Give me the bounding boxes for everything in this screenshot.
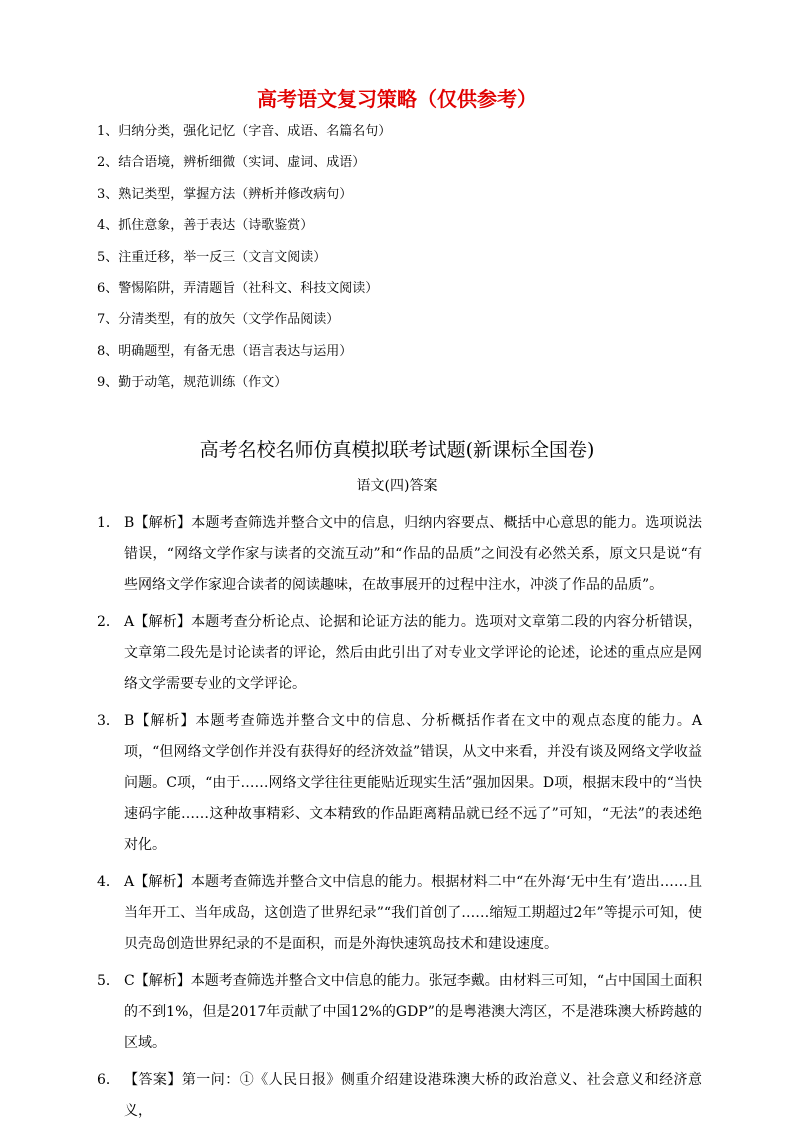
strategy-item: 1、归纳分类，强化记忆（字音、成语、名篇名句）	[97, 124, 392, 139]
answer-item	[97, 508, 702, 601]
strategy-item: 4、抓住意象，善于表达（诗歌鉴赏）	[97, 218, 314, 234]
answer-text: A【解析】本题考查分析论点、论据和论证方法的能力。选项对文章第二段的内容分析错误，文章第二段先是讨论读者的评论，然后由此引出了对专业文学评论的论述，论述的重点应是网络文学需要专业的文学评论。	[124, 614, 702, 692]
strategy-item: 5、注重迁移，举一反三（文言文阅读）	[97, 249, 327, 265]
exam-subtitle: 语文(四)答案	[356, 478, 438, 494]
answer-item	[97, 1065, 702, 1127]
exam-title: 高考名校名师仿真模拟联考试题(新课标全国卷)	[199, 439, 595, 461]
answer-text: 【答案】第一问：①《人民日报》侧重介绍建设港珠澳大桥的政治意义、社会意义和经济意义，	[124, 1072, 702, 1119]
strategy-item: 8、明确题型，有备无患（语言表达与运用）	[97, 343, 353, 359]
answer-text: B【解析】本题考查筛选并整合文中的信息，归纳内容要点、概括中心意思的能力。选项说法错误，“网络文学作家与读者的交流互动”和“作品的品质”之间没有必然关系，原文只是说“有些网络文学作家迎合读者的阅读趣味，在故事展开的过程中注水，冲淡了作品的品质”。	[124, 515, 702, 593]
answer-number: 2．	[97, 614, 120, 630]
answer-number: 5．	[97, 973, 120, 989]
answer-list	[97, 508, 702, 1133]
strategy-item: 6、警惕陷阱，弄清题旨（社科文、科技文阅读）	[97, 280, 379, 296]
answer-item	[97, 706, 702, 861]
strategy-item: 9、勤于动笔，规范训练（作文）	[97, 375, 288, 391]
strategy-list	[97, 120, 697, 403]
answer-number: 1．	[97, 515, 120, 531]
answer-item	[97, 607, 702, 700]
strategy-item: 7、分清类型，有的放矢（文学作品阅读）	[97, 312, 340, 328]
answer-item	[97, 966, 702, 1059]
answer-number: 3．	[97, 713, 120, 729]
answer-number: 4．	[97, 874, 120, 890]
answer-text: B【解析】本题考查筛选并整合文中的信息、分析概括作者在文中的观点态度的能力。A项，“但网络文学创作并没有获得好的经济效益”错误，从文中来看，并没有谈及网络文学收益问题。C项，“由于……网络文学往往更能贴近现实生活”强加因果。D项，根据末段中的“当快速码字能……这种故事精彩、文本精致的作品距离精品就已经不远了”可知，“无法”的表述绝对化。	[124, 713, 702, 853]
answer-text: A【解析】本题考查筛选并整合文中信息的能力。根据材料二中“在外海‘无中生有’造出……且当年开工、当年成岛，这创造了世界纪录”“我们首创了……缩短工期超过2年”等提示可知，使贝壳岛创造世界纪录的不是面积，而是外海快速筑岛技术和建设速度。	[124, 874, 702, 952]
strategy-item: 2、结合语境，辨析细微（实词、虚词、成语）	[97, 155, 366, 171]
answer-text: C【解析】本题考查筛选并整合文中信息的能力。张冠李戴。由材料三可知，“占中国国土面积的不到1%，但是2017年贡献了中国12%的GDP”的是粤港澳大湾区，不是港珠澳大桥跨越的区域。	[124, 973, 702, 1051]
strategy-title: 高考语文复习策略（仅供参考）	[257, 87, 537, 111]
answer-number: 6．	[97, 1072, 120, 1088]
answer-item	[97, 867, 702, 960]
strategy-item: 3、熟记类型，掌握方法（辨析并修改病句）	[97, 186, 353, 202]
